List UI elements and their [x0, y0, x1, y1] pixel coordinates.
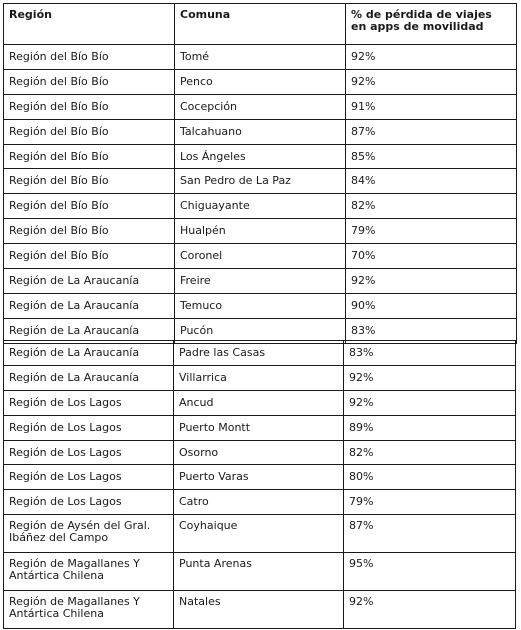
cell-comuna: Osorno — [174, 440, 344, 465]
cell-region: Región del Bío Bío — [4, 144, 175, 169]
table-row — [4, 244, 517, 269]
cell-region: Región del Bío Bío — [4, 194, 175, 219]
cell-comuna: San Pedro de La Paz — [175, 169, 346, 194]
cell-comuna: Tomé — [175, 45, 346, 70]
cell-loss-percent: 83% — [346, 318, 517, 343]
cell-region: Región de Los Lagos — [4, 440, 174, 465]
table-row — [4, 169, 517, 194]
table-row — [4, 591, 516, 629]
cell-region: Región de Aysén del Gral. Ibáñez del Campo — [4, 515, 174, 553]
cell-comuna: Padre las Casas — [174, 341, 344, 366]
table-row — [4, 219, 517, 244]
cell-comuna: Penco — [175, 69, 346, 94]
cell-loss-percent: 82% — [344, 440, 516, 465]
cell-comuna: Villarrica — [174, 365, 344, 390]
cell-region: Región de Magallanes Y Antártica Chilena — [4, 591, 174, 629]
cell-region: Región de Magallanes Y Antártica Chilena — [4, 553, 174, 591]
cell-comuna: Freire — [175, 269, 346, 294]
table-row — [4, 440, 516, 465]
table-row — [4, 69, 517, 94]
cell-region: Región del Bío Bío — [4, 94, 175, 119]
cell-comuna: Temuco — [175, 293, 346, 318]
cell-loss-percent: 92% — [346, 45, 517, 70]
cell-region: Región de La Araucanía — [4, 341, 174, 366]
header-row — [4, 4, 517, 45]
table-body-part-2 — [4, 341, 516, 629]
cell-loss-percent: 87% — [344, 515, 516, 553]
data-table-part-1 — [3, 3, 517, 344]
table-row — [4, 144, 517, 169]
header-loss-percent: % de pérdida de viajes en apps de movilidad — [346, 4, 517, 45]
cell-comuna: Talcahuano — [175, 119, 346, 144]
cell-loss-percent: 89% — [344, 415, 516, 440]
cell-comuna: Catro — [174, 490, 344, 515]
cell-comuna: Puerto Montt — [174, 415, 344, 440]
table-row — [4, 269, 517, 294]
table-row — [4, 390, 516, 415]
table-row — [4, 194, 517, 219]
cell-region: Región de Los Lagos — [4, 415, 174, 440]
table-row — [4, 515, 516, 553]
cell-comuna: Coronel — [175, 244, 346, 269]
cell-region: Región del Bío Bío — [4, 244, 175, 269]
table-body-part-1 — [4, 45, 517, 344]
table-row — [4, 553, 516, 591]
table-row — [4, 365, 516, 390]
cell-loss-percent: 91% — [346, 94, 517, 119]
cell-region: Región del Bío Bío — [4, 169, 175, 194]
cell-loss-percent: 79% — [346, 219, 517, 244]
cell-loss-percent: 95% — [344, 553, 516, 591]
cell-comuna: Cocepción — [175, 94, 346, 119]
cell-region: Región del Bío Bío — [4, 219, 175, 244]
cell-loss-percent: 92% — [344, 591, 516, 629]
cell-loss-percent: 82% — [346, 194, 517, 219]
cell-loss-percent: 90% — [346, 293, 517, 318]
cell-comuna: Hualpén — [175, 219, 346, 244]
cell-region: Región de La Araucanía — [4, 318, 175, 343]
cell-loss-percent: 87% — [346, 119, 517, 144]
cell-region: Región del Bío Bío — [4, 69, 175, 94]
cell-comuna: Puerto Varas — [174, 465, 344, 490]
table-row — [4, 94, 517, 119]
cell-region: Región de La Araucanía — [4, 365, 174, 390]
cell-region: Región de Los Lagos — [4, 465, 174, 490]
table-row — [4, 465, 516, 490]
cell-loss-percent: 79% — [344, 490, 516, 515]
cell-loss-percent: 84% — [346, 169, 517, 194]
cell-loss-percent: 70% — [346, 244, 517, 269]
cell-region: Región de La Araucanía — [4, 269, 175, 294]
cell-region: Región del Bío Bío — [4, 45, 175, 70]
cell-comuna: Punta Arenas — [174, 553, 344, 591]
cell-loss-percent: 92% — [346, 269, 517, 294]
cell-loss-percent: 92% — [346, 69, 517, 94]
cell-comuna: Natales — [174, 591, 344, 629]
cell-region: Región de Los Lagos — [4, 490, 174, 515]
data-table-part-2 — [3, 340, 516, 629]
cell-loss-percent: 80% — [344, 465, 516, 490]
cell-comuna: Coyhaique — [174, 515, 344, 553]
cell-comuna: Los Ángeles — [175, 144, 346, 169]
header-region: Región — [4, 4, 175, 45]
cell-loss-percent: 92% — [344, 365, 516, 390]
table-row — [4, 341, 516, 366]
cell-region: Región de La Araucanía — [4, 293, 175, 318]
table-row — [4, 119, 517, 144]
cell-loss-percent: 92% — [344, 390, 516, 415]
cell-loss-percent: 85% — [346, 144, 517, 169]
header-comuna: Comuna — [175, 4, 346, 45]
cell-comuna: Pucón — [175, 318, 346, 343]
cell-loss-percent: 83% — [344, 341, 516, 366]
cell-region: Región de Los Lagos — [4, 390, 174, 415]
table-row — [4, 293, 517, 318]
table-row — [4, 45, 517, 70]
table-row — [4, 490, 516, 515]
cell-comuna: Ancud — [174, 390, 344, 415]
cell-region: Región del Bío Bío — [4, 119, 175, 144]
table-row — [4, 415, 516, 440]
cell-comuna: Chiguayante — [175, 194, 346, 219]
